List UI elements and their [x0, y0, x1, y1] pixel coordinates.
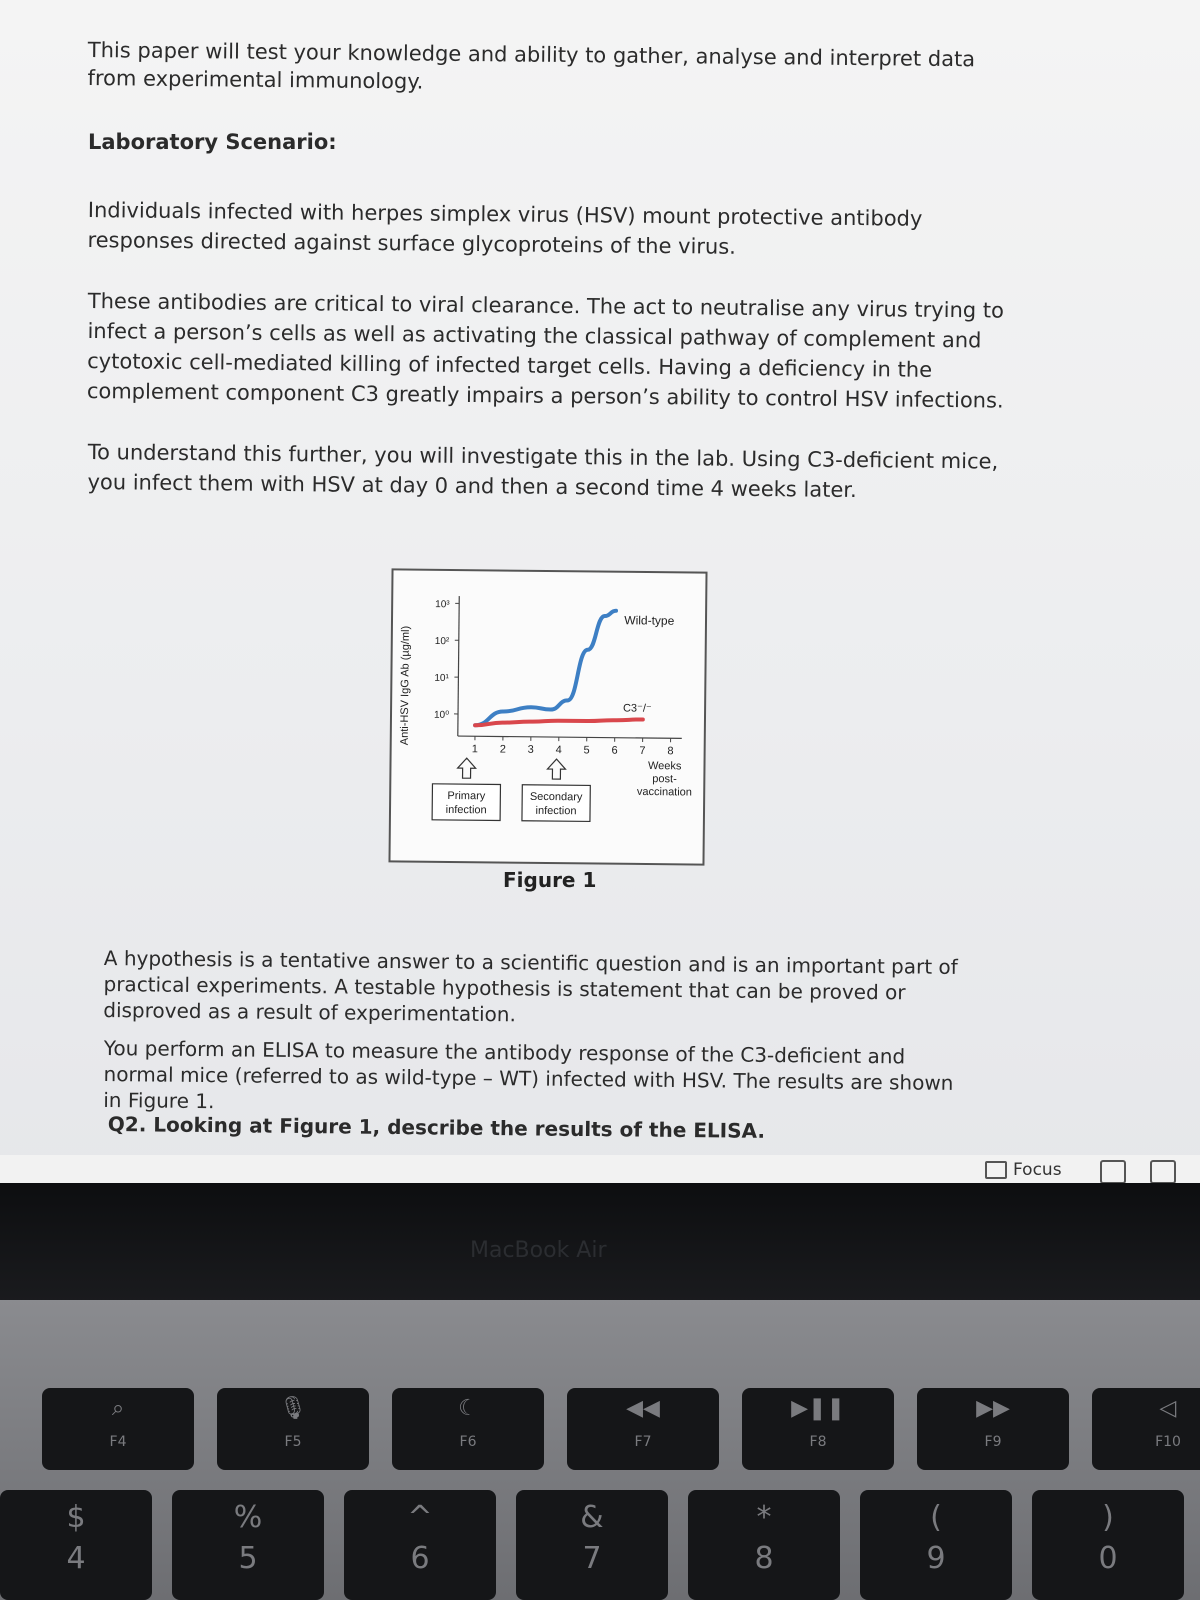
key-number: 0	[1098, 1541, 1118, 1576]
key-glyph-icon: ⌕	[111, 1396, 125, 1421]
key-f4[interactable]	[42, 1388, 194, 1470]
x-tick-label: 5	[583, 744, 590, 757]
key-label: F10	[1155, 1434, 1181, 1450]
y-tick-label: 10¹	[434, 672, 449, 685]
x-axis-label-line: vaccination	[636, 785, 693, 799]
key-glyph-icon: ◀◀	[626, 1396, 660, 1421]
key-f7[interactable]	[567, 1388, 719, 1470]
key-label: F9	[984, 1434, 1002, 1450]
key-number: 7	[582, 1541, 602, 1576]
focus-label: Focus	[1013, 1160, 1062, 1180]
intro-paragraph: This paper will test your knowledge and ability to gather, analyse and interpret data from experimental immunology.	[87, 37, 976, 94]
key-f9[interactable]	[917, 1388, 1069, 1470]
key-number: 4	[66, 1541, 86, 1576]
x-tick-label: 7	[639, 744, 646, 758]
question-2: Q2. Looking at Figure 1, describe the results of the ELISA.	[107, 1112, 766, 1143]
key-label: F6	[459, 1434, 477, 1450]
x-tick-label: 2	[499, 743, 506, 756]
x-axis-label-line: post-	[652, 773, 677, 786]
paragraph-elisa: You perform an ELISA to measure the antibody response of the C3-deficient and normal mice (referred to as wild-type – WT) infected with HSV. The results are shown in Figure 1.	[103, 1036, 954, 1114]
annotation-label-line: Secondary	[529, 790, 583, 804]
key-number: 9	[926, 1541, 946, 1576]
x-axis	[458, 736, 682, 738]
key-glyph-icon: 🎙	[279, 1396, 307, 1421]
key-0[interactable]	[1032, 1490, 1184, 1600]
series-line-wild-type	[475, 609, 616, 726]
series-line-c3	[475, 718, 643, 727]
key-6[interactable]	[344, 1490, 496, 1600]
key-glyph-icon: ☾	[458, 1396, 478, 1421]
paragraph-experiment: To understand this further, you will investigate this in the lab. Using C3-deficient mice, you infect them with HSV at day 0 and then a second time 4 weeks later.	[87, 439, 999, 503]
figure-caption: Figure 1	[503, 868, 597, 892]
y-tick-label: 10²	[434, 636, 450, 648]
key-symbol: (	[930, 1500, 942, 1535]
key-8[interactable]	[688, 1490, 840, 1600]
key-5[interactable]	[172, 1490, 324, 1600]
x-tick-label: 1	[471, 743, 478, 756]
x-axis-label-line: Weeks	[647, 760, 682, 773]
key-f5[interactable]	[217, 1388, 369, 1470]
elisa-chart	[390, 570, 705, 863]
paragraph-hypothesis[interactable]: A hypothesis is a tentative answer to a scientific question and is an important part of practical experiments. A testable hypothesis is statement that can be proved or disproved as a result of experimentation.	[103, 945, 958, 1027]
x-tick-label: 8	[667, 745, 674, 758]
focus-icon	[985, 1161, 1007, 1179]
y-tick-label: 10⁰	[433, 709, 450, 721]
key-number: 8	[754, 1541, 774, 1576]
annotation-label-line: infection	[535, 804, 577, 818]
y-axis	[458, 596, 459, 736]
primary-infection-arrow	[458, 758, 476, 778]
paragraph-hsv: Individuals infected with herpes simplex virus (HSV) mount protective antibody responses directed against surface glycoproteins of the virus.	[87, 197, 923, 259]
annotation-label-line: infection	[445, 803, 487, 817]
annotation-label-line: Primary	[447, 789, 486, 803]
key-7[interactable]	[516, 1490, 668, 1600]
key-symbol: &	[580, 1500, 604, 1535]
focus-button[interactable]	[985, 1160, 1062, 1180]
key-label: F4	[109, 1434, 127, 1450]
key-label: F5	[284, 1434, 302, 1450]
key-symbol: %	[233, 1500, 263, 1535]
key-f8[interactable]	[742, 1388, 894, 1470]
y-tick-label: 10³	[435, 599, 450, 611]
series-label-c3: C3⁻/⁻	[622, 702, 652, 715]
secondary-infection-arrow	[547, 759, 565, 779]
key-label: F8	[809, 1434, 827, 1450]
web-layout-icon[interactable]	[1150, 1160, 1176, 1184]
key-f6[interactable]	[392, 1388, 544, 1470]
key-symbol: ^	[407, 1500, 433, 1535]
key-f10[interactable]	[1092, 1388, 1200, 1470]
x-tick-label: 4	[555, 744, 562, 757]
key-glyph-icon: ◁	[1159, 1396, 1177, 1421]
key-number: 6	[410, 1541, 430, 1576]
x-tick-label: 3	[527, 743, 534, 756]
y-axis-label: Anti-HSV IgG Ab (µg/ml)	[398, 625, 412, 746]
section-heading: Laboratory Scenario:	[88, 130, 337, 154]
key-symbol: )	[1102, 1500, 1114, 1535]
figure-1	[388, 568, 707, 865]
key-9[interactable]	[860, 1490, 1012, 1600]
key-label: F7	[634, 1434, 652, 1450]
key-4[interactable]	[0, 1490, 152, 1600]
paragraph-antibodies: These antibodies are critical to viral clearance. The act to neutralise any virus trying to infect a person’s cells as well as activating the classical pathway of complement and cytotoxic cell-mediated killing of infected target cells. Having a deficiency in the complement component C3 greatly impairs a person’s ability to control HSV infections.	[86, 288, 1005, 413]
series-label-wild-type: Wild-type	[624, 613, 675, 628]
key-symbol: *	[756, 1500, 772, 1535]
key-symbol: $	[66, 1500, 86, 1535]
laptop-brand: MacBook Air	[470, 1238, 607, 1263]
key-glyph-icon: ▶❚❚	[791, 1396, 845, 1421]
key-glyph-icon: ▶▶	[976, 1396, 1010, 1421]
key-number: 5	[238, 1541, 258, 1576]
print-layout-icon[interactable]	[1100, 1160, 1126, 1184]
x-tick-label: 6	[611, 744, 618, 757]
